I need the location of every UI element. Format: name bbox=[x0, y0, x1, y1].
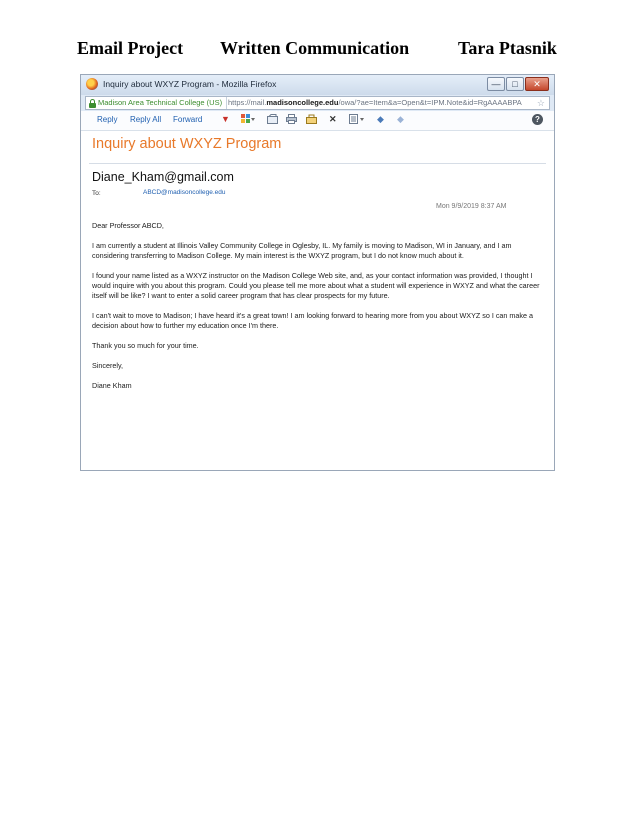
to-label: To: bbox=[92, 190, 101, 197]
next-item-icon[interactable]: ◆ bbox=[397, 114, 404, 124]
email-greeting: Dear Professor ABCD, bbox=[92, 221, 164, 230]
email-body bbox=[92, 221, 548, 401]
actions-icon[interactable] bbox=[349, 114, 365, 127]
url-domain: madisoncollege.edu bbox=[266, 98, 339, 107]
star-icon[interactable]: ☆ bbox=[536, 98, 545, 108]
mail-toolbar bbox=[81, 111, 554, 131]
url-suffix: /owa/?ae=Item&a=Open&t=IPM.Note&id=RgAAAABPA bbox=[338, 98, 522, 107]
email-sender[interactable]: Diane_Kham@gmail.com bbox=[92, 170, 234, 184]
email-paragraph: I can't wait to move to Madison; I have heard it's a great town! I am looking forward to hearing more from you about WXYZ so I can make a decision about how to further my education once I'm there. bbox=[92, 311, 533, 330]
url-text[interactable] bbox=[228, 97, 522, 109]
header-divider bbox=[89, 163, 546, 164]
help-icon[interactable]: ? bbox=[532, 114, 543, 125]
browser-window bbox=[80, 74, 555, 471]
delete-icon[interactable]: ✕ bbox=[329, 114, 337, 124]
email-paragraph: I found your name listed as a WXYZ instructor on the Madison College Web site, and, as your contact information was provided, I thought I would inquire with you about this program. Could you please tell me more about what a student will experience in WXYZ and what the career itself will be like? I want to enter a solid career program that has clear prospects for my future. bbox=[92, 271, 540, 300]
email-signature: Diane Kham bbox=[92, 381, 132, 390]
reply-button[interactable]: Reply bbox=[97, 115, 118, 124]
lock-icon bbox=[89, 99, 96, 107]
project-title: Email Project bbox=[77, 38, 184, 58]
maximize-button[interactable]: □ bbox=[506, 77, 524, 91]
address-bar[interactable] bbox=[85, 96, 550, 110]
to-recipient[interactable]: ABCD@madisoncollege.edu bbox=[143, 189, 226, 196]
email-date: Mon 9/9/2019 8:37 AM bbox=[436, 203, 507, 210]
close-button[interactable]: ✕ bbox=[525, 77, 549, 91]
course-title: Written Communication bbox=[220, 38, 410, 58]
url-prefix: https://mail. bbox=[228, 98, 267, 107]
flag-icon[interactable]: ▼ bbox=[221, 114, 230, 124]
previous-item-icon[interactable]: ◆ bbox=[377, 114, 384, 124]
email-paragraph: Thank you so much for your time. bbox=[92, 341, 199, 350]
move-icon[interactable] bbox=[267, 114, 278, 127]
email-closing: Sincerely, bbox=[92, 361, 124, 370]
print-icon[interactable] bbox=[286, 114, 297, 127]
site-identity[interactable]: Madison Area Technical College (US) bbox=[98, 97, 227, 109]
junk-icon[interactable] bbox=[306, 114, 317, 127]
reading-pane bbox=[81, 131, 554, 470]
window-titlebar bbox=[81, 75, 554, 95]
categorize-icon[interactable] bbox=[241, 114, 255, 127]
forward-button[interactable]: Forward bbox=[173, 115, 203, 124]
reply-all-button[interactable]: Reply All bbox=[130, 115, 162, 124]
minimize-button[interactable]: — bbox=[487, 77, 505, 91]
window-title: Inquiry about WXYZ Program - Mozilla Firefox bbox=[103, 79, 277, 89]
author-name: Tara Ptasnik bbox=[458, 38, 557, 58]
email-subject: Inquiry about WXYZ Program bbox=[92, 136, 282, 152]
firefox-icon bbox=[86, 78, 98, 90]
email-paragraph: I am currently a student at Illinois Valley Community College in Oglesby, IL. My family is moving to Madison, WI in January, and I am considering transferring to Madison College. My main interest is the WXYZ program, but I do not know much about it. bbox=[92, 241, 512, 260]
page-header bbox=[0, 38, 638, 62]
